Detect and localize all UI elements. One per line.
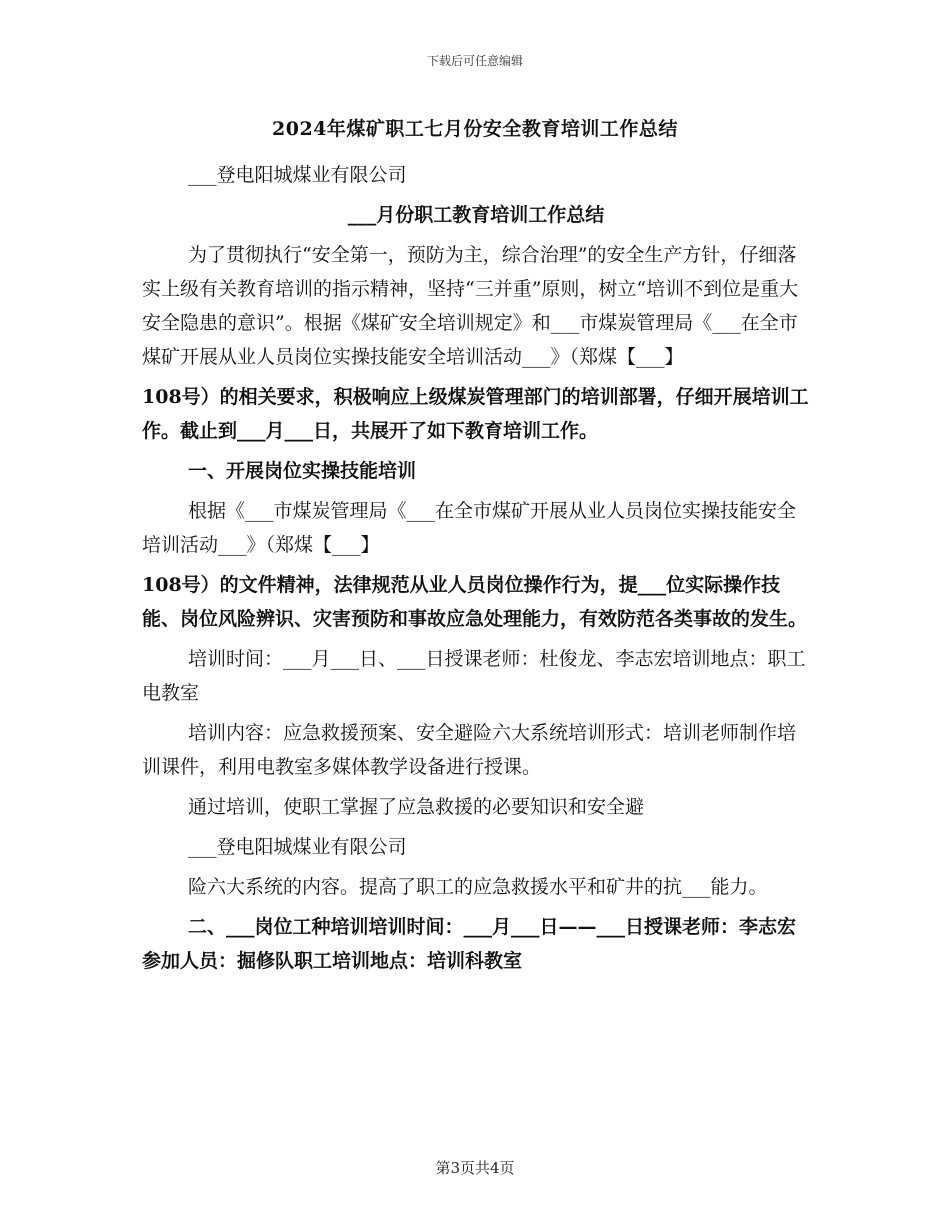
training-result-paragraph: 通过培训，使职工掌握了应急救援的必要知识和安全避 [188,796,645,818]
document-title: 2024年煤矿职工七月份安全教育培训工作总结 [272,118,678,140]
page-header-note: 下载后可任意编辑 [426,54,523,68]
basis-paragraph-continued: 108号）的文件精神，法律规范从业人员岗位操作行为，提___位实际操作技能、岗位风险辨识、灾害预防和事故应急处理能力，有效防范各类事故的发生。 [142,574,808,630]
section-heading: ___月份职工教育培训工作总结 [347,204,605,226]
heading-two: 二、___岗位工种培训培训时间：___月___日——___日授课老师：李志宏参加人员：掘修队职工培训地点：培训科教室 [142,916,797,972]
basis-paragraph: 根据《___市煤炭管理局《___在全市煤矿开展从业人员岗位实操技能安全培训活动___》（郑煤【___】 [142,500,797,556]
training-content-paragraph: 培训内容：应急救援预案、安全避险六大系统培训形式：培训老师制作培训课件，利用电教室多媒体教学设备进行授课。 [142,722,797,778]
intro-paragraph: 为了贯彻执行“安全第一，预防为主，综合治理”的安全生产方针，仔细落实上级有关教育培训的指示精神，坚持“三并重”原则，树立“培训不到位是重大安全隐患的意识”。根据《煤矿安全培训规定》和___市煤炭管理局《___在全市煤矿开展从业人员岗位实操技能安全培训活动___》（郑煤【___】 [142,244,799,368]
training-result-continued: 险六大系统的内容。提高了职工的应急救援水平和矿井的抗___能力。 [188,876,768,898]
page-number: 第3页共4页 [435,1159,515,1177]
company-name-line-repeat: ___登电阳城煤业有限公司 [188,836,407,858]
company-name-line: ___登电阳城煤业有限公司 [188,164,407,186]
intro-paragraph-continued: 108号）的相关要求，积极响应上级煤炭管理部门的培训部署，仔细开展培训工作。截止到___月___日，共展开了如下教育培训工作。 [142,386,809,442]
heading-one: 一、开展岗位实操技能培训 [188,460,417,482]
training-time-paragraph: 培训时间：___月___日、___日授课老师：杜俊龙、李志宏培训地点：职工电教室 [142,648,806,704]
document-body [142,158,810,984]
